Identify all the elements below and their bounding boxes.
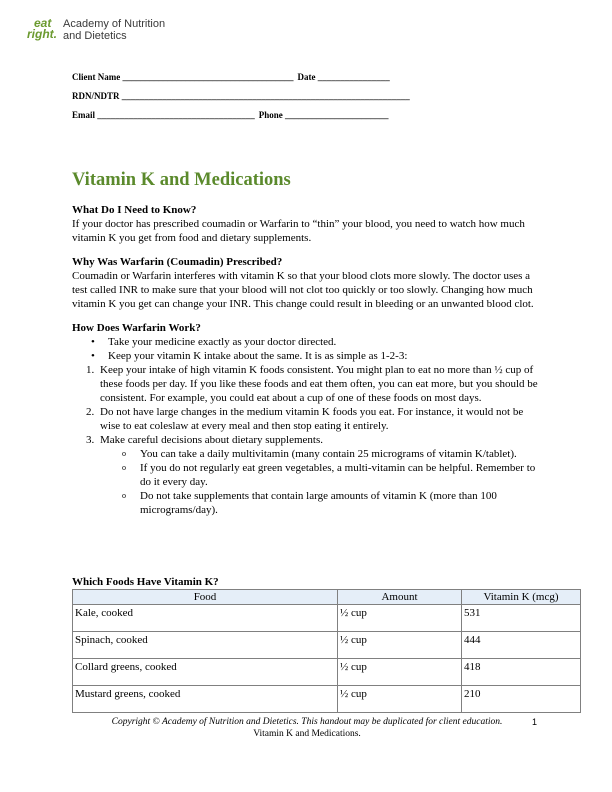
logo-name-line1: Academy of Nutrition (63, 18, 166, 30)
bullet-icon: • (91, 350, 95, 362)
sub-marker: o (122, 491, 126, 500)
sub-text: You can take a daily multivitamin (many contain 25 micrograms of vitamin K/tablet). (140, 448, 517, 460)
amount-cell: ½ cup (338, 659, 462, 686)
client-info-form (72, 71, 410, 128)
rdn-row (72, 90, 410, 109)
vitamin-k-cell: 444 (462, 632, 581, 659)
page-title: Vitamin K and Medications (72, 170, 291, 190)
how-heading: How Does Warfarin Work? (72, 322, 201, 334)
header-food: Food (73, 590, 338, 605)
client-date-row (72, 71, 410, 90)
food-cell: Spinach, cooked (73, 632, 338, 659)
numbered-item (72, 433, 542, 447)
date-field[interactable]: Date ________________ (297, 72, 390, 82)
footer-doc-title: Vitamin K and Medications. (253, 729, 361, 739)
table-header-row (73, 590, 581, 605)
item-text: Make careful decisions about dietary supplements. (100, 434, 323, 446)
vitamin-k-cell: 418 (462, 659, 581, 686)
know-heading: What Do I Need to Know? (72, 204, 197, 216)
food-cell: Kale, cooked (73, 605, 338, 632)
item-text: Keep your intake of high vitamin K foods consistent. You might plan to eat no more than ½ cup of these foods per day. If you like these foods and eat them often, you can eat more, but you should be consistent. For example, you could eat about a cup of one of these foods on most days. (100, 364, 538, 404)
phone-field[interactable]: Phone _______________________ (258, 110, 389, 120)
sub-text: If you do not regularly eat green vegetables, a multi-vitamin can be helpful. Remember to do it every day. (140, 462, 536, 488)
item-text: Do not have large changes in the medium vitamin K foods you eat. For instance, it would not be wise to eat coleslaw at every meal and then stop eating it entirely. (100, 406, 524, 432)
why-text: Coumadin or Warfarin interferes with vitamin K so that your blood clots more slowly. The doctor uses a test called INR to make sure that your blood will not clot too quickly or too slowly. Changing how much vitamin K you get can change your INR. This change could result in bleeding or an unwanted blood clot. (72, 270, 534, 310)
item-number: 3. (86, 434, 95, 446)
bullet-icon: • (91, 336, 95, 348)
numbered-item (72, 405, 542, 433)
header-vitamin-k: Vitamin K (mcg) (462, 590, 581, 605)
bullet-text: Keep your vitamin K intake about the same. It is as simple as 1-2-3: (108, 350, 408, 362)
logo-mark-line2: right. (27, 27, 57, 41)
sub-item (72, 461, 542, 489)
vitamin-k-cell: 210 (462, 686, 581, 713)
logo-mark-line1: eat (34, 16, 52, 30)
header-amount: Amount (338, 590, 462, 605)
sub-marker: o (122, 449, 126, 458)
client-name-field[interactable]: Client Name ______________________________________ (72, 72, 294, 82)
document-body (72, 203, 542, 517)
email-phone-row (72, 109, 410, 128)
bullet-text: Take your medicine exactly as your doctor directed. (108, 336, 337, 348)
rdn-field[interactable]: RDN/NDTR ________________________________________________________________ (72, 91, 410, 101)
vitamin-k-table (72, 589, 581, 713)
table-row (73, 686, 581, 713)
table-row (73, 605, 581, 632)
amount-cell: ½ cup (338, 605, 462, 632)
sub-text: Do not take supplements that contain large amounts of vitamin K (more than 100 micrograms/day). (140, 490, 497, 516)
bullet-item (72, 335, 542, 349)
table-title: Which Foods Have Vitamin K? (72, 576, 219, 588)
sub-item (72, 489, 542, 517)
food-cell: Collard greens, cooked (73, 659, 338, 686)
amount-cell: ½ cup (338, 686, 462, 713)
item-number: 1. (86, 364, 95, 376)
food-cell: Mustard greens, cooked (73, 686, 338, 713)
eat-right-logo-mark (27, 17, 61, 43)
table-row (73, 659, 581, 686)
vitamin-k-cell: 531 (462, 605, 581, 632)
copyright-notice: Copyright © Academy of Nutrition and Dietetics. This handout may be duplicated for client education. (111, 717, 503, 727)
table-row (73, 632, 581, 659)
logo-org-name (63, 18, 165, 42)
academy-logo (27, 17, 197, 43)
item-number: 2. (86, 406, 95, 418)
know-text: If your doctor has prescribed coumadin or Warfarin to “thin” your blood, you need to watch how much vitamin K you get from food and dietary supplements. (72, 218, 525, 244)
sub-marker: o (122, 463, 126, 472)
sub-item (72, 447, 542, 461)
bullet-item (72, 349, 542, 363)
amount-cell: ½ cup (338, 632, 462, 659)
page-footer (72, 716, 542, 740)
email-field[interactable]: Email ___________________________________ (72, 110, 255, 120)
logo-name-line2: and Dietetics (63, 30, 127, 42)
page-number: 1 (532, 717, 538, 727)
numbered-item (72, 363, 542, 405)
why-heading: Why Was Warfarin (Coumadin) Prescribed? (72, 256, 283, 268)
